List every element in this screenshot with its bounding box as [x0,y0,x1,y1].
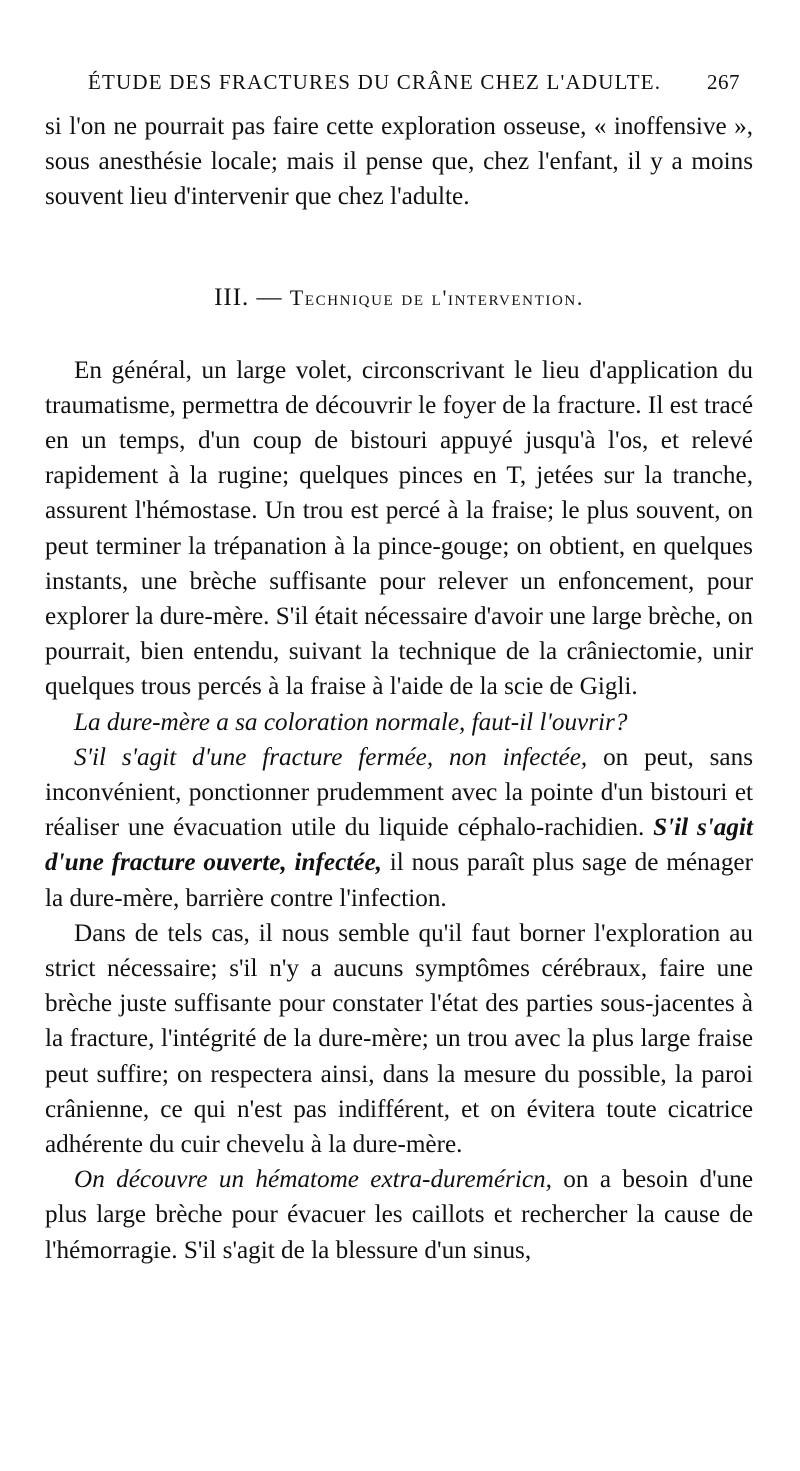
paragraph-question: La dure-mère a sa coloration normale, faut-il l'ouvrir? [74,708,628,736]
running-title: ÉTUDE DES FRACTURES DU CRÂNE CHEZ L'ADULTE. [88,70,662,94]
running-head [88,70,740,100]
text-closed-fracture: on peut, sans inconvénient, ponctionner prudemment avec la pointe d'un bistouri et réaliser une évacuation utile du liquide céphalo-rachidien. [45,743,753,842]
paragraph-closed-fracture [45,740,753,916]
body-text [45,109,753,1268]
section-number: III. — [214,283,290,311]
section-title: Technique de l'intervention. [289,284,584,310]
text-open-fracture: il nous paraît plus sage de ménager la dure-mère, barrière contre l'infection. [45,849,753,912]
italic-closed-fracture: S'il s'agit d'une fracture fermée, non infectée, [74,743,588,771]
italic-open-fracture: S'il s'agit d'une fracture ouverte, infectée, [45,814,753,877]
text-hematoma: on a besoin d'une plus large brèche pour évacuer les caillots et rechercher la cause de l'hémorragie. S'il s'agit de la blessure d'un sinus, [45,1166,753,1264]
paragraph-technique: En général, un large volet, circonscrivant le lieu d'application du traumatisme, permettra de découvrir le foyer de la fracture. Il est tracé en un temps, d'un coup de bistouri appuyé jusqu'à l'os, et relevé rapidement à la rugine; quelques pinces en T, jetées sur la tranche, assurent l'hémostase. Un trou est percé à la fraise; le plus souvent, on peut terminer la trépanation à la pince-gouge; on obtient, en quelques instants, une brèche suffisante pour relever un enfoncement, pour explorer la dure-mère. S'il était nécessaire d'avoir une large brèche, on pourrait, bien entendu, suivant la technique de la crâniectomie, unir quelques trous percés à la fraise à l'aide de la scie de Gigli. [45,356,753,701]
paragraph-hematoma [45,1162,753,1268]
paragraph-continuation: si l'on ne pourrait pas faire cette exploration osseuse, « inoffensive », sous anesthésie locale; mais il pense que, chez l'enfant, il y a moins souvent lieu d'intervenir que chez l'adulte. [45,113,753,211]
italic-hematoma: On découvre un hématome extra-dureméricn, [74,1166,552,1194]
paragraph-exploration: Dans de tels cas, il nous semble qu'il faut borner l'exploration au strict nécessaire; s'il n'y a aucuns symptômes cérébraux, faire une brèche juste suffisante pour constater l'état des parties sous-jacentes à la fracture, l'intégrité de la dure-mère; un trou avec la plus large fraise peut suffire; on respectera ainsi, dans la mesure du possible, la paroi crânienne, ce qui n'est pas indifférent, et on évitera toute cicatrice adhérente du cuir chevelu à la dure-mère. [45,919,753,1159]
page-number: 267 [707,70,740,94]
section-heading [45,283,753,313]
